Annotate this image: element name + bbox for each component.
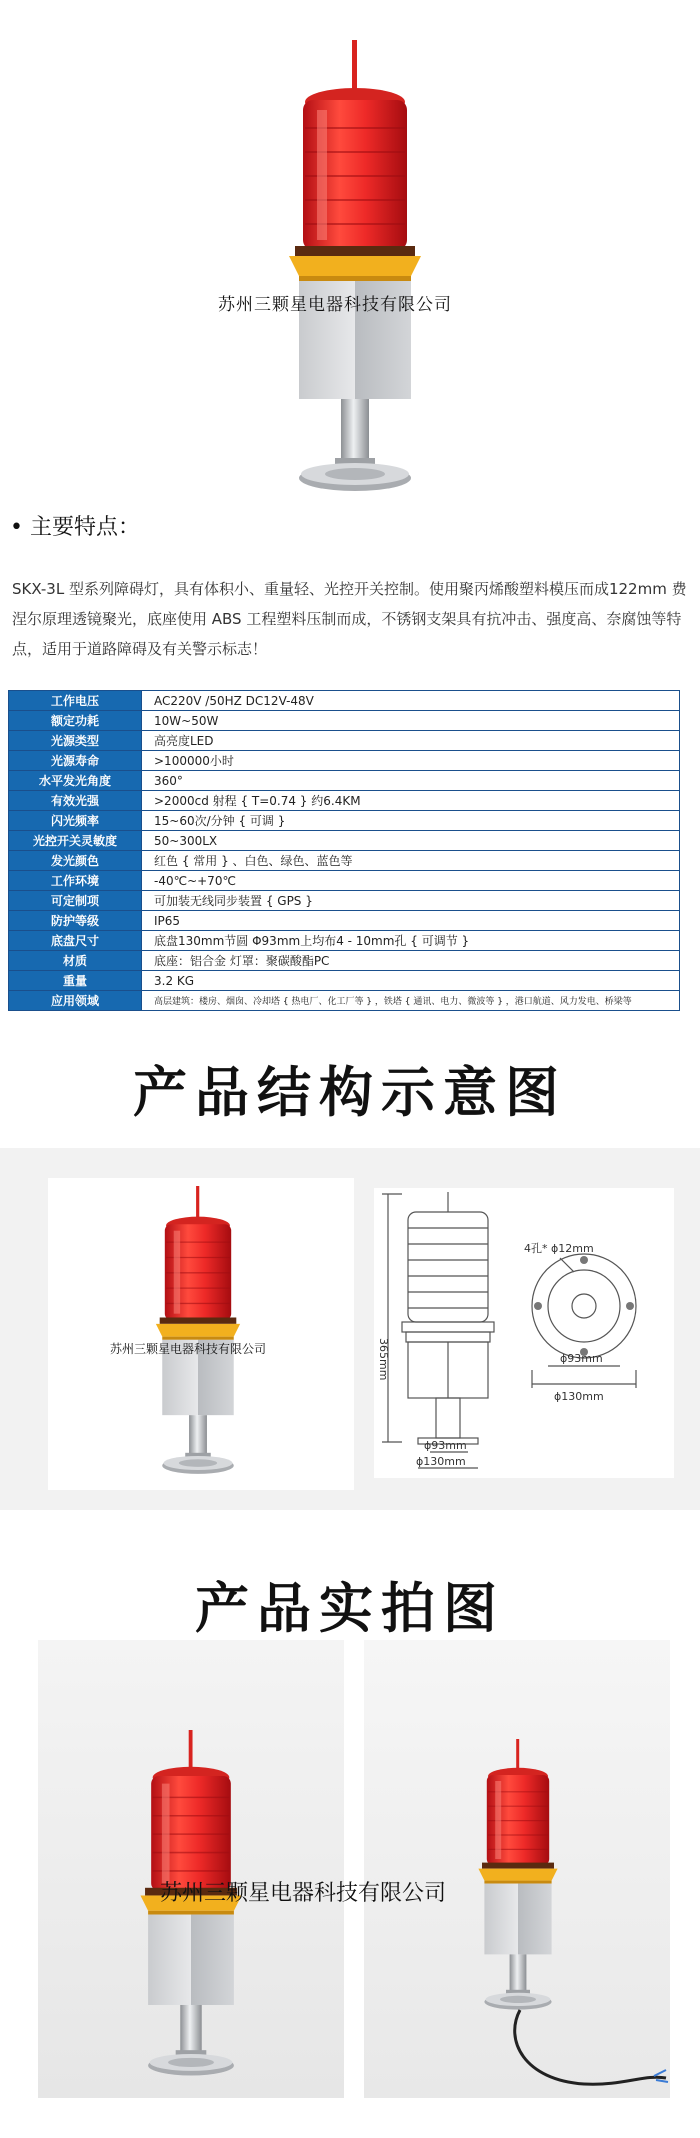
spec-label: 材质 xyxy=(9,951,142,971)
spec-label: 闪光频率 xyxy=(9,811,142,831)
spec-value: 高亮度LED xyxy=(142,731,680,751)
spec-label: 光控开关灵敏度 xyxy=(9,831,142,851)
dia93-side-label: ϕ93mm xyxy=(424,1439,467,1452)
dia93-drawing-label: ϕ93mm xyxy=(560,1352,603,1365)
hero-watermark: 苏州三颗星电器科技有限公司 xyxy=(218,295,452,315)
features-paragraph: SKX-3L 型系列障碍灯，具有体积小、重量轻、光控开关控制。使用聚丙烯酸塑料模压而成122mm 费涅尔原理透镜聚光，底座使用 ABS 工程塑料压制而成，不锈钢支架具有抗冲击、强度高、奈腐蚀等特点，适用于道路障碍及有关警示标志！ xyxy=(12,580,687,658)
photo-left-lamp-image xyxy=(106,1730,276,2090)
spec-row xyxy=(9,951,680,971)
spec-row xyxy=(9,831,680,851)
spec-value: 360° xyxy=(142,771,680,791)
spec-row xyxy=(9,691,680,711)
spec-row xyxy=(9,871,680,891)
spec-value: 高层建筑：楼房、烟囱、冷却塔 { 热电厂、化工厂等 } ，铁塔 { 通讯、电力、微波等 } ，港口航道、风力发电、桥梁等 xyxy=(142,991,680,1011)
spec-table xyxy=(8,690,680,1011)
photos-title: 产品实拍图 xyxy=(195,1577,505,1640)
spec-label: 重量 xyxy=(9,971,142,991)
spec-value: AC220V /50HZ DC12V-48V xyxy=(142,691,680,711)
hero-lamp-image xyxy=(255,40,455,510)
spec-value: 红色 { 常用 } 、白色、绿色、蓝色等 xyxy=(142,851,680,871)
spec-value: 10W~50W xyxy=(142,711,680,731)
spec-row xyxy=(9,811,680,831)
technical-drawing xyxy=(374,1188,674,1478)
spec-value: 50~300LX xyxy=(142,831,680,851)
spec-row xyxy=(9,771,680,791)
structure-lamp-image xyxy=(123,1186,273,1486)
spec-row xyxy=(9,991,680,1011)
spec-value: >100000小时 xyxy=(142,751,680,771)
structure-watermark: 苏州三颗星电器科技有限公司 xyxy=(110,1342,267,1356)
spec-value: 可加装无线同步装置 { GPS } xyxy=(142,891,680,911)
holes-label: 4孔* ϕ12mm xyxy=(524,1242,594,1255)
spec-row xyxy=(9,931,680,951)
spec-value: -40℃~+70℃ xyxy=(142,871,680,891)
spec-value: >2000cd 射程 { T=0.74 } 约6.4KM xyxy=(142,791,680,811)
photo-right xyxy=(364,1640,670,2098)
photo-left xyxy=(38,1640,344,2098)
spec-value: 3.2 KG xyxy=(142,971,680,991)
spec-label: 应用领域 xyxy=(9,991,142,1011)
photo-right-lamp-image xyxy=(458,1730,578,2030)
spec-row xyxy=(9,971,680,991)
spec-value: 底座：铝合金 灯罩：聚碳酸酯PC xyxy=(142,951,680,971)
dia130-side-label: ϕ130mm xyxy=(416,1455,466,1468)
dia130-drawing-label: ϕ130mm xyxy=(554,1390,604,1403)
spec-value: IP65 xyxy=(142,911,680,931)
spec-row xyxy=(9,911,680,931)
spec-label: 额定功耗 xyxy=(9,711,142,731)
spec-row xyxy=(9,891,680,911)
spec-label: 工作环境 xyxy=(9,871,142,891)
structure-photo-panel xyxy=(48,1178,354,1490)
photos-watermark: 苏州三颗星电器科技有限公司 xyxy=(160,1881,447,1906)
spec-label: 发光颜色 xyxy=(9,851,142,871)
spec-row xyxy=(9,751,680,771)
spec-label: 底盘尺寸 xyxy=(9,931,142,951)
cable-image xyxy=(484,2000,670,2098)
spec-label: 光源寿命 xyxy=(9,751,142,771)
spec-value: 底盘130mm节圆 Φ93mm上均布4 - 10mm孔 { 可调节 } xyxy=(142,931,680,951)
spec-label: 防护等级 xyxy=(9,911,142,931)
features-heading: • 主要特点： xyxy=(10,515,140,540)
spec-value: 15~60次/分钟 { 可调 } xyxy=(142,811,680,831)
structure-drawing-panel xyxy=(374,1188,674,1478)
spec-label: 可定制项 xyxy=(9,891,142,911)
spec-label: 光源类型 xyxy=(9,731,142,751)
spec-row xyxy=(9,731,680,751)
spec-label: 有效光强 xyxy=(9,791,142,811)
spec-label: 工作电压 xyxy=(9,691,142,711)
spec-row xyxy=(9,791,680,811)
spec-row xyxy=(9,851,680,871)
spec-row xyxy=(9,711,680,731)
structure-title: 产品结构示意图 xyxy=(133,1061,567,1124)
height-label: 365mm xyxy=(377,1338,390,1381)
spec-label: 水平发光角度 xyxy=(9,771,142,791)
